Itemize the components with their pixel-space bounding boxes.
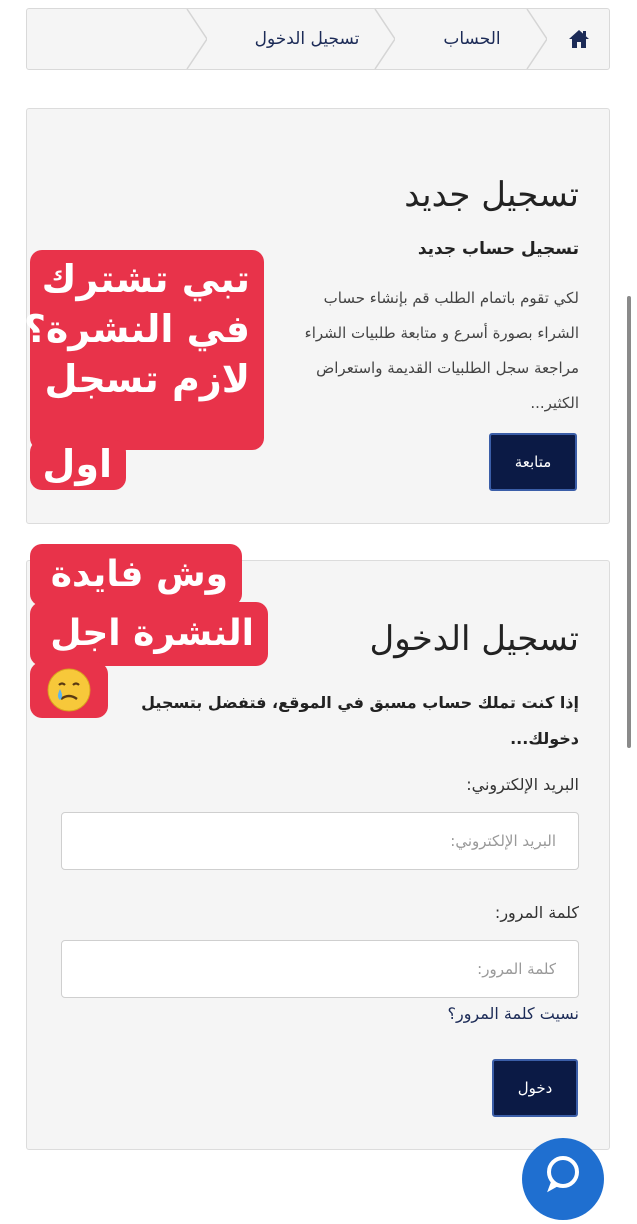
chat-button[interactable] — [522, 1138, 604, 1220]
page-scrollbar[interactable] — [627, 296, 631, 748]
continue-button[interactable]: متابعة — [489, 433, 577, 491]
crying-face-emoji — [46, 667, 92, 713]
password-field[interactable] — [61, 940, 579, 998]
login-title: تسجيل الدخول — [369, 619, 579, 659]
register-description-line: مراجعة سجل الطلبيات القديمة واستعراض — [316, 359, 579, 377]
login-intro-line: دخولك... — [510, 729, 579, 748]
login-intro — [49, 685, 579, 757]
sticker-overlay — [30, 662, 108, 718]
breadcrumb-separator — [177, 9, 207, 69]
sticker-text: وش فايدة — [50, 554, 228, 595]
register-description-line: لكي تقوم باتمام الطلب قم بإنشاء حساب — [323, 289, 579, 307]
sticker-text: تبي تشترك — [41, 257, 250, 301]
sticker-text: اول — [42, 442, 112, 486]
sticker-overlay — [30, 602, 268, 666]
sticker-text: لازم تسجل — [44, 357, 250, 401]
sticker-overlay — [30, 544, 242, 606]
chat-icon — [522, 1138, 604, 1220]
register-title: تسجيل جديد — [404, 175, 579, 215]
sticker-text: في النشرة؟ — [23, 307, 250, 351]
sticker-overlay — [30, 440, 126, 490]
sticker-text: النشرة اجل — [50, 613, 254, 654]
register-description-line: الشراء بصورة أسرع و متابعة طلبيات الشراء — [304, 324, 579, 342]
breadcrumb-home[interactable] — [549, 9, 609, 69]
email-label: البريد الإلكتروني: — [466, 775, 579, 794]
email-field[interactable] — [61, 812, 579, 870]
register-subtitle: تسجيل حساب جديد — [417, 239, 579, 259]
login-button[interactable]: دخول — [492, 1059, 578, 1117]
breadcrumb-current[interactable]: تسجيل الدخول — [254, 29, 360, 49]
breadcrumb — [26, 8, 610, 70]
password-label: كلمة المرور: — [494, 903, 579, 922]
sticker-overlay — [23, 250, 264, 450]
forgot-password-link[interactable]: نسيت كلمة المرور؟ — [447, 1004, 579, 1023]
home-icon — [568, 29, 590, 49]
breadcrumb-account[interactable]: الحساب — [443, 29, 501, 49]
login-intro-line: إذا كنت تملك حساب مسبق في الموقع، فتفضل بتسجيل — [141, 693, 579, 712]
register-description-line: الكثير... — [530, 394, 579, 412]
